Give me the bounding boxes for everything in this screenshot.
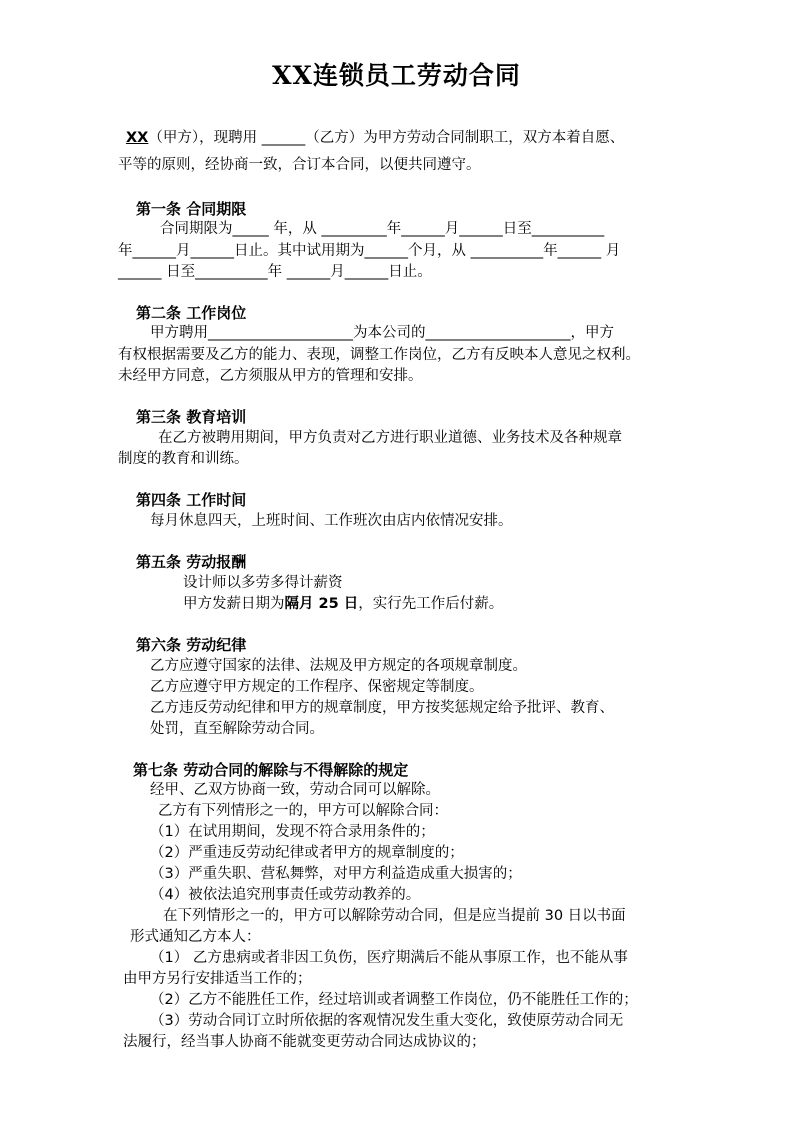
section-6-line-2: 乙方应遵守甲方规定的工作程序、保密规定等制度。 [150,679,484,695]
section-7-line-13: 法履行，经当事人协商不能就变更劳动合同达成协议的； [123,1034,486,1050]
section-7-line-8: 形式通知乙方本人： [130,929,261,945]
section-6-line-4: 处罚，直至解除劳动合同。 [150,721,324,737]
section-7-line-1: 经甲、乙双方协商一致，劳动合同可以解除。 [150,782,440,798]
section-7-line-6: （4）被依法追究刑事责任或劳动教养的。 [150,887,421,903]
section-6-line-1: 乙方应遵守国家的法律、法规及甲方规定的各项规章制度。 [150,658,527,674]
section-7-heading: 第七条 劳动合同的解除与不得解除的规定 [133,761,409,779]
section-1-line-1: 合同期限为_____ 年，从 _________年______月______日至__________ [160,221,605,237]
section-1-line-2: 年______月______日止。其中试用期为______个月，从 __________年______ 月 [118,243,621,259]
section-7-line-9: （1） 乙方患病或者非因工负伤，医疗期满后不能从事原工作，也不能从事 [150,950,628,966]
section-3-line-1: 在乙方被聘用期间，甲方负责对乙方进行职业道德、业务技术及各种规章 [158,430,622,446]
pay-date-text-a: 甲方发薪日期为 [183,596,285,612]
intro-text-a: （甲方），现聘用 [148,130,262,146]
document-title: XX连锁员工劳动合同 [272,61,521,90]
section-7-line-11: （2）乙方不能胜任工作，经过培训或者调整工作岗位，仍不能胜任工作的； [150,992,638,1008]
section-6-heading: 第六条 劳动纪律 [136,636,247,654]
section-5-line-2 [183,594,503,614]
section-7-line-12: （3）劳动合同订立时所依据的客观情况发生重大变化，致使原劳动合同无 [150,1013,624,1029]
intro-text-b: （乙方）为甲方劳动合同制职工，双方本着自愿、 [305,130,625,146]
section-3-heading: 第三条 教育培训 [136,408,247,426]
party-a-name: XX [126,130,149,146]
party-b-blank: ______ [261,130,306,146]
section-5-line-1: 设计师以多劳多得计薪资 [183,575,343,591]
intro-line-2: 平等的原则，经协商一致，合订本合同，以便共同遵守。 [118,157,481,173]
section-5-heading: 第五条 劳动报酬 [136,553,247,571]
section-7-line-3: （1）在试用期间，发现不符合录用条件的； [150,824,435,840]
section-3-line-2: 制度的教育和训练。 [118,451,249,467]
section-7-line-5: （3）严重失职、营私舞弊，对甲方利益造成重大损害的； [150,866,522,882]
section-1-heading: 第一条 合同期限 [136,200,247,218]
section-7-line-10: 由甲方另行安排适当工作的； [123,971,312,987]
section-2-line-1: 甲方聘用____________________为本公司的____________________，甲方 [150,325,614,341]
section-4-line-1: 每月休息四天，上班时间、工作班次由店内依情况安排。 [150,513,513,529]
section-4-heading: 第四条 工作时间 [136,491,247,509]
section-1-line-3: ______ 日至__________年 ______月______日止。 [118,264,432,280]
pay-date-text-b: ，实行先工作后付薪。 [358,596,504,612]
section-7-line-2: 乙方有下列情形之一的，甲方可以解除合同： [158,803,448,819]
pay-date-value: 隔月 25 日 [284,596,359,612]
section-2-heading: 第二条 工作岗位 [136,304,247,322]
intro-line-1 [126,128,624,148]
section-2-line-3: 未经甲方同意，乙方须服从甲方的管理和安排。 [118,368,423,384]
section-6-line-3: 乙方违反劳动纪律和甲方的规章制度，甲方按奖惩规定给予批评、教育、 [150,700,614,716]
section-7-line-4: （2）严重违反劳动纪律或者甲方的规章制度的； [150,845,464,861]
section-7-line-7: 在下列情形之一的，甲方可以解除劳动合同，但是应当提前 30 日以书面 [163,908,626,924]
section-2-line-2: 有权根据需要及乙方的能力、表现，调整工作岗位，乙方有反映本人意见之权利。 [118,347,640,363]
